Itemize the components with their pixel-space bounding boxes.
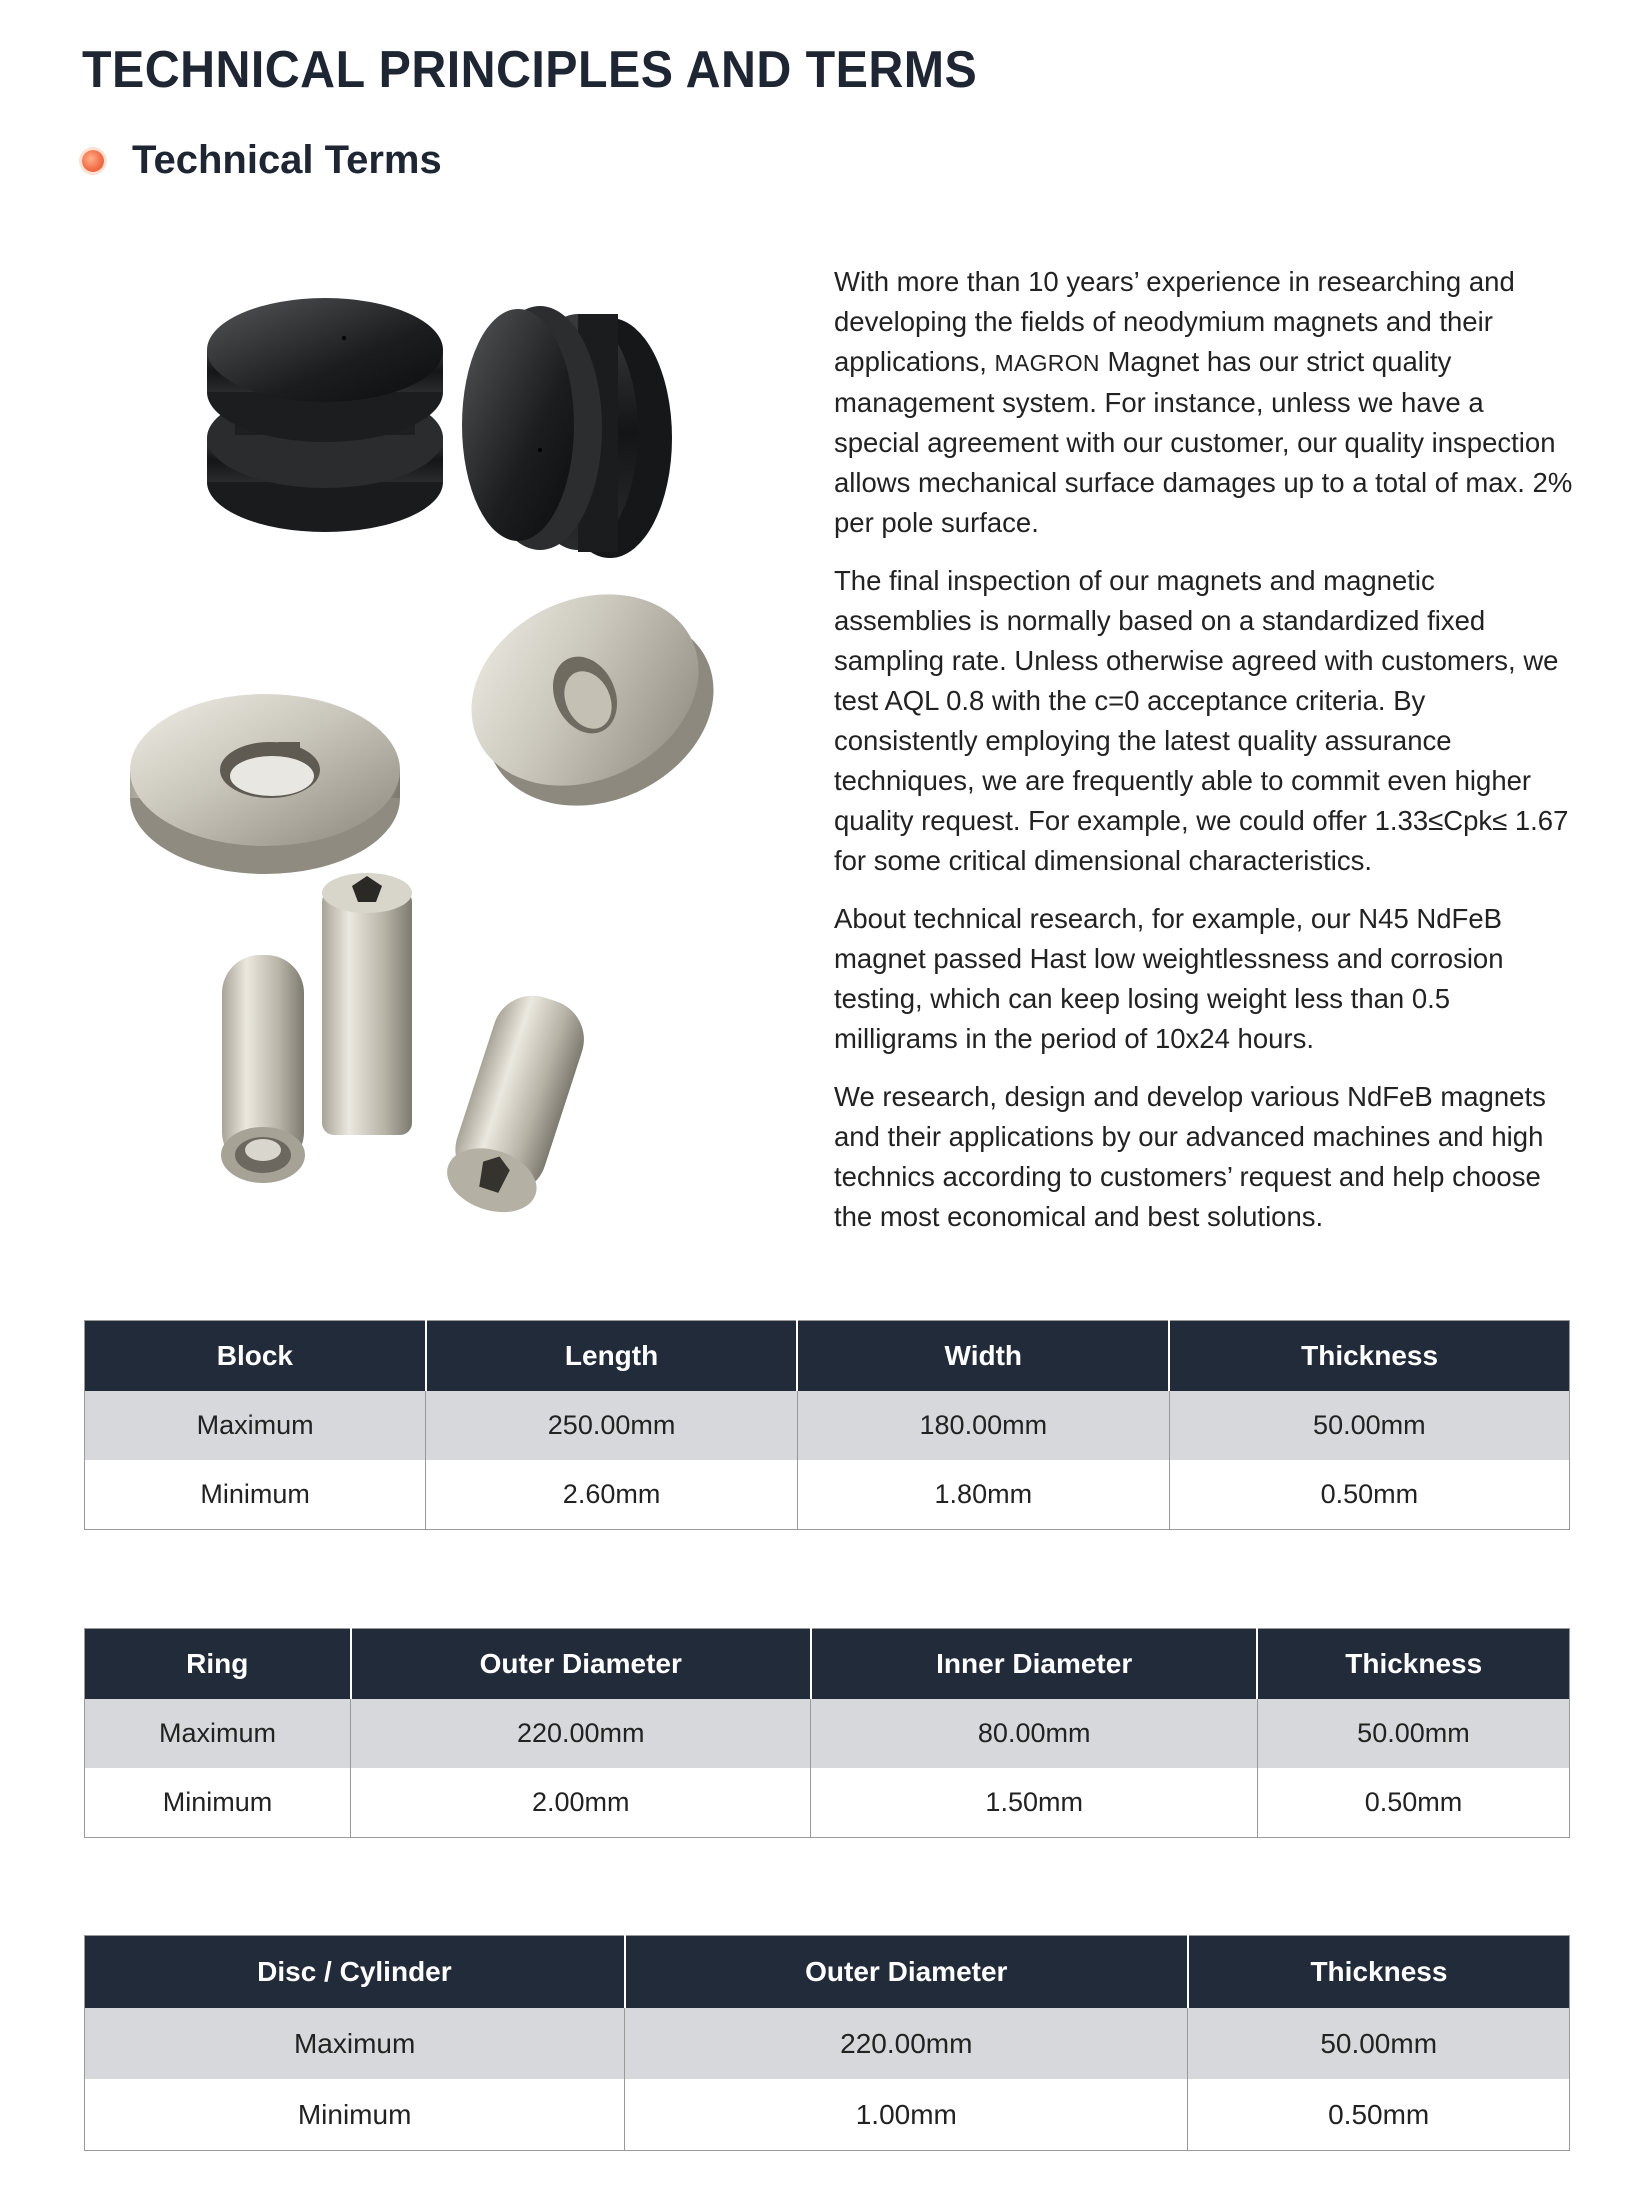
table-row	[85, 1460, 1570, 1530]
table-header-cell: Thickness	[1188, 1936, 1570, 2009]
nickel-tube-magnets-photo	[221, 873, 594, 1223]
table-row	[85, 1768, 1570, 1838]
table-cell: 180.00mm	[797, 1391, 1169, 1460]
table-header-row	[85, 1936, 1570, 2009]
table-cell: 220.00mm	[625, 2008, 1188, 2079]
table-cell: Minimum	[85, 2079, 625, 2151]
table-cell: Maximum	[85, 2008, 625, 2079]
body-text	[834, 262, 1574, 1255]
table-header-cell: Thickness	[1169, 1321, 1569, 1392]
table-cell: 50.00mm	[1169, 1391, 1569, 1460]
product-images	[100, 250, 800, 1260]
table-cell: 1.80mm	[797, 1460, 1169, 1530]
table-row	[85, 2008, 1570, 2079]
table-cell: 250.00mm	[426, 1391, 798, 1460]
table-header-cell: Disc / Cylinder	[85, 1936, 625, 2009]
table-cell: 80.00mm	[811, 1699, 1257, 1768]
table-cell: 220.00mm	[351, 1699, 811, 1768]
ring-spec-table	[84, 1628, 1570, 1838]
table-cell: 50.00mm	[1257, 1699, 1569, 1768]
table-cell: Minimum	[85, 1768, 351, 1838]
table-header-cell: Outer Diameter	[351, 1629, 811, 1700]
table-cell: Minimum	[85, 1460, 426, 1530]
table-cell: 0.50mm	[1257, 1768, 1569, 1838]
table-header-row	[85, 1321, 1570, 1392]
paragraph-3: About technical research, for example, our N45 NdFeB magnet passed Hast low weightlessness and corrosion testing, which can keep losing weight less than 0.5 milligrams in the period of 10x24 hours.	[834, 903, 1504, 1054]
table-cell: 2.00mm	[351, 1768, 811, 1838]
section-heading	[82, 138, 442, 183]
table-header-row	[85, 1629, 1570, 1700]
table-header-cell: Width	[797, 1321, 1169, 1392]
table-cell: Maximum	[85, 1699, 351, 1768]
table-header-cell: Thickness	[1257, 1629, 1569, 1700]
table-cell: 0.50mm	[1169, 1460, 1569, 1530]
table-cell: 50.00mm	[1188, 2008, 1570, 2079]
paragraph-2: The final inspection of our magnets and magnetic assemblies is normally based on a standardized fixed sampling rate. Unless otherwise agreed with customers, we test AQL 0.8 with the c=0 acceptance criteria. By consistently employing the latest quality assurance techniques, we are frequently able to commit even higher quality request. For example, we could offer 1.33≤Cpk≤ 1.67 for some critical dimensional characteristics.	[834, 565, 1569, 876]
table-row	[85, 2079, 1570, 2151]
brand-name: MAGRON	[994, 350, 1100, 376]
table-header-cell: Block	[85, 1321, 426, 1392]
nickel-ring-magnets-photo	[130, 559, 745, 874]
table-header-cell: Length	[426, 1321, 798, 1392]
table-cell: 1.50mm	[811, 1768, 1257, 1838]
table-header-cell: Outer Diameter	[625, 1936, 1188, 2009]
page-title: TECHNICAL PRINCIPLES AND TERMS	[82, 41, 978, 99]
table-cell: 0.50mm	[1188, 2079, 1570, 2151]
table-cell: 2.60mm	[426, 1460, 798, 1530]
table-row	[85, 1699, 1570, 1768]
black-pot-magnets-photo	[207, 298, 672, 558]
block-spec-table	[84, 1320, 1570, 1530]
bullet-circle-icon	[82, 150, 104, 172]
table-cell: 1.00mm	[625, 2079, 1188, 2151]
paragraph-1: With more than 10 years’ experience in researching and developing the fields of neodymium magnets and their applications, MAGRON Magnet has our strict quality management system. For instance, unless we have a special agreement with our customer, our quality inspection allows mechanical surface damages up to a total of max. 2% per pole surface.	[834, 266, 1573, 538]
table-header-cell: Ring	[85, 1629, 351, 1700]
section-heading-text: Technical Terms	[132, 138, 442, 182]
table-cell: Maximum	[85, 1391, 426, 1460]
paragraph-4: We research, design and develop various NdFeB magnets and their applications by our advanced machines and high technics according to customers’ request and help choose the most economical and best solutions.	[834, 1081, 1546, 1232]
table-row	[85, 1391, 1570, 1460]
table-header-cell: Inner Diameter	[811, 1629, 1257, 1700]
disc-cylinder-spec-table	[84, 1935, 1570, 2151]
